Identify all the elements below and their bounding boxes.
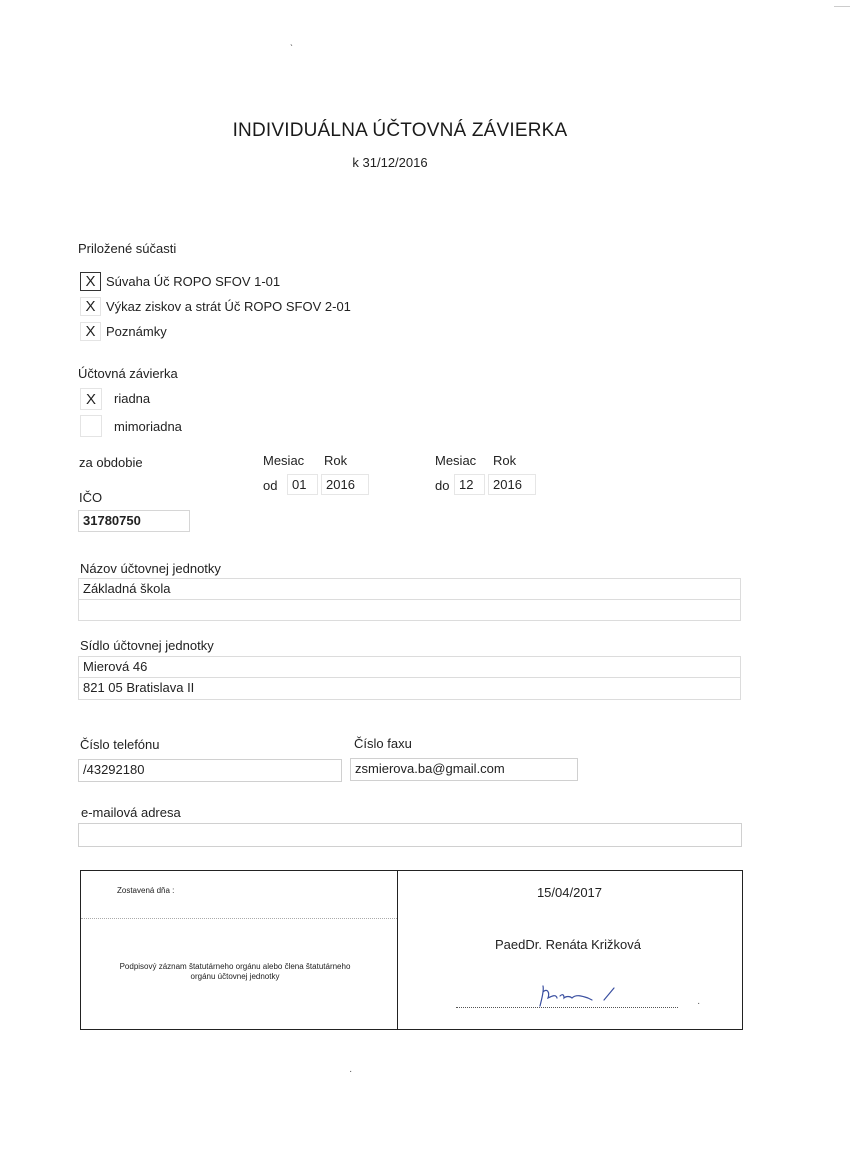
page-title: INDIVIDUÁLNA ÚČTOVNÁ ZÁVIERKA <box>232 120 568 141</box>
signature-table-row-divider <box>81 918 397 919</box>
page-subtitle: k 31/12/2016 <box>352 155 428 170</box>
to-year-header: Rok <box>493 453 517 468</box>
regular-checkbox[interactable]: X <box>80 388 102 410</box>
attachment-checkbox-2[interactable]: X <box>80 297 101 316</box>
scan-edge-mark <box>834 6 850 7</box>
statement-type-heading: Účtovná závierka <box>78 366 178 381</box>
from-year-header: Rok <box>324 453 348 468</box>
extraordinary-label: mimoriadna <box>114 419 182 434</box>
period-label: za obdobie <box>79 455 143 470</box>
ico-field[interactable]: 31780750 <box>78 510 190 532</box>
to-month-header: Mesiac <box>435 453 477 468</box>
signature-line <box>456 1007 678 1008</box>
email-field[interactable] <box>78 823 742 847</box>
email-label: e-mailová adresa <box>81 805 181 820</box>
to-prefix: do <box>435 478 450 493</box>
signer-name: PaedDr. Renáta Križková <box>495 937 641 952</box>
attachment-checkbox-3[interactable]: X <box>80 322 101 341</box>
attachment-label-2: Výkaz ziskov a strát Úč ROPO SFOV 2-01 <box>106 299 351 314</box>
from-prefix: od <box>263 478 278 493</box>
attachments-heading: Priložené súčasti <box>78 241 177 256</box>
handwritten-signature-icon <box>530 980 630 1010</box>
entity-address-line1[interactable]: Mierová 46 <box>78 656 741 678</box>
prepared-date-value: 15/04/2017 <box>536 885 603 900</box>
ico-label: IČO <box>79 490 103 505</box>
phone-label: Číslo telefónu <box>80 737 160 752</box>
entity-address-line2[interactable]: 821 05 Bratislava II <box>78 678 741 700</box>
signature-record-label: Podpisový záznam štatutárneho orgánu alebo člena štatutárneho orgánu účtovnej jednotky <box>119 962 351 981</box>
fax-field[interactable]: zsmierova.ba@gmail.com <box>350 758 578 781</box>
extraordinary-checkbox[interactable] <box>80 415 102 437</box>
entity-name-line2[interactable] <box>78 600 741 621</box>
from-month-field[interactable]: 01 <box>287 474 318 495</box>
regular-label: riadna <box>114 391 151 406</box>
from-month-header: Mesiac <box>263 453 305 468</box>
scan-dot-2: · <box>349 1066 353 1077</box>
attachment-label-1: Súvaha Úč ROPO SFOV 1-01 <box>106 274 281 289</box>
from-year-field[interactable]: 2016 <box>321 474 369 495</box>
phone-field[interactable]: /43292180 <box>78 759 342 782</box>
fax-label: Číslo faxu <box>354 736 412 751</box>
entity-name-line1[interactable]: Základná škola <box>78 578 741 600</box>
to-month-field[interactable]: 12 <box>454 474 485 495</box>
scan-dot: · <box>697 998 701 1009</box>
entity-name-label: Názov účtovnej jednotky <box>80 561 221 576</box>
attachment-label-3: Poznámky <box>106 324 167 339</box>
entity-address-label: Sídlo účtovnej jednotky <box>80 638 214 653</box>
scan-mark: ˎ <box>290 36 294 47</box>
to-year-field[interactable]: 2016 <box>488 474 536 495</box>
prepared-date-label: Zostavená dňa : <box>117 886 175 895</box>
attachment-checkbox-1[interactable]: X <box>80 272 101 291</box>
